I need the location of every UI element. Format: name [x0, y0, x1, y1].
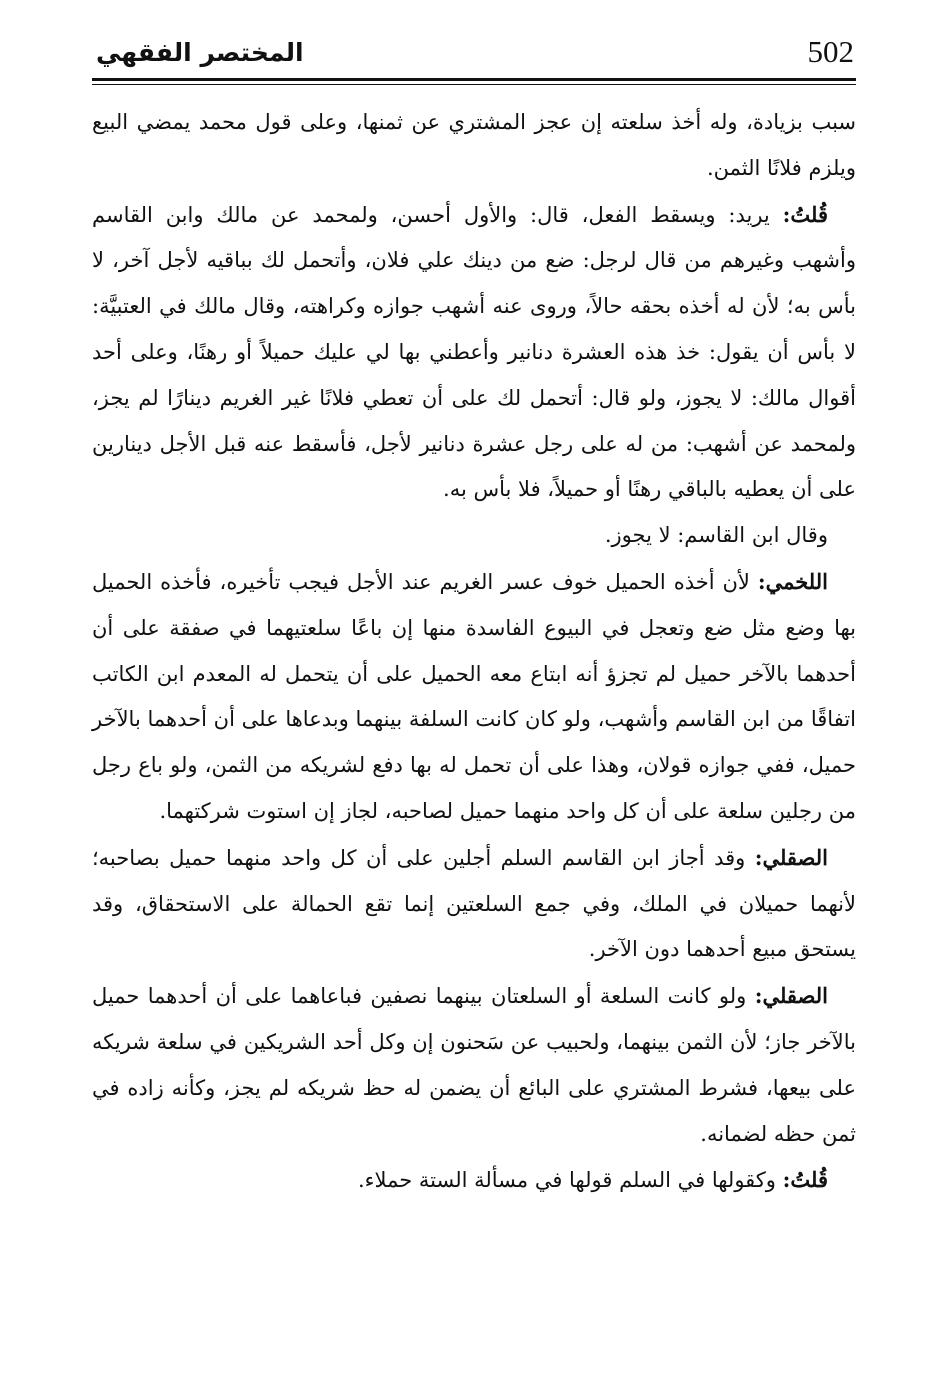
- paragraph: [92, 192, 856, 514]
- paragraph-text: يريد: ويسقط الفعل، قال: والأول أحسن، ولمحمد عن مالك وابن القاسم وأشهب وغيرهم من قال لرجل: ضع من دينك علي فلان، وأتحمل لك بباقيه لأجل آخر، لا بأس به؛ لأن له أخذه بحقه حالاً، وروى عنه أشهب جوازه وكراهته، وقال مالك في العتبيَّة: لا بأس أن يقول: خذ هذه العشرة دنانير وأعطني بها لي عليك حميلاً أو رهنًا، وعلى أحد أقوال مالك: لا يجوز، ولو قال: أتحمل لك على أن تعطي فلانًا غير الغريم دينارًا لم يجز، ولمحمد عن أشهب: من له على رجل عشرة دنانير لأجل، فأسقط عنه قبل الأجل دينارين على أن يعطيه بالباقي رهنًا أو حميلاً، فلا بأس به.: [92, 202, 856, 502]
- paragraph: [92, 973, 856, 1157]
- paragraph-text: وقال ابن القاسم: لا يجوز.: [604, 523, 828, 548]
- paragraph: [92, 100, 856, 192]
- paragraph-lead: قُلتُ:: [782, 201, 828, 227]
- paragraph-text: وقد أجاز ابن القاسم السلم أجلين على أن كل واحد منهما حميل بصاحبه؛ لأنهما حميلان في الملك، وفي جمع السلعتين إنما تقع الحمالة على الاستحقاق، وقد يستحق مبيع أحدهما دون الآخر.: [92, 845, 856, 962]
- paragraph-text: ولو كانت السلعة أو السلعتان بينهما نصفين فباعاهما على أن أحدهما حميل بالآخر جاز؛ لأن الثمن بينهما، ولحبيب عن سَحنون إن وكل أحد الشريكين في سلعة شريكه على بيعها، فشرط المشتري على البائع أن يضمن له حظ شريكه لم يجز، وكأنه زاده في ثمن حظه لضمانه.: [92, 984, 856, 1146]
- header-rule-thin: [92, 84, 856, 85]
- paragraph: [92, 835, 856, 973]
- paragraph: [92, 559, 856, 835]
- paragraph: [92, 513, 856, 559]
- paragraph-text: وكقولها في السلم قولها في مسألة الستة حملاء.: [357, 1168, 783, 1193]
- paragraph-lead: الصقلي:: [754, 983, 828, 1009]
- paragraph-lead: الصقلي:: [754, 844, 828, 870]
- paragraph-lead: قُلتُ:: [782, 1167, 828, 1193]
- running-title: المختصر الفقهي: [96, 38, 304, 67]
- paragraph-text: لأن أخذه الحميل خوف عسر الغريم عند الأجل فيجب تأخيره، فأخذه الحميل بها وضع مثل ضع وتعجل في البيوع الفاسدة منها إن باعًا سلعتيهما في صفقة على أن أحدهما بالآخر حميل لم تجزؤ أنه ابتاع معه الحميل على أن يتحمل له المعدم ابن الكاتب اتفاقًا من ابن القاسم وأشهب، ولو كان كانت السلفة بينهما وبدعاها على أن أحدهما بالآخر حميل، ففي جوازه قولان، وهذا على أن تحمل له بها دفع لشريكه من الثمن، ولو باع رجل من رجلين سلعة على أن كل واحد منهما حميل لصاحبه، لجاز إن استوت شركتهما.: [92, 569, 856, 823]
- header-rule: [92, 78, 856, 81]
- paragraph-lead: اللخمي:: [757, 568, 828, 594]
- page-header: [96, 32, 854, 76]
- body-text: [92, 100, 856, 1204]
- paragraph-text: سبب بزيادة، وله أخذ سلعته إن عجز المشتري عن ثمنها، وعلى قول محمد يمضي البيع ويلزم فلانًا الثمن.: [92, 110, 856, 180]
- paragraph: [92, 1157, 856, 1204]
- page-number: 502: [807, 34, 854, 69]
